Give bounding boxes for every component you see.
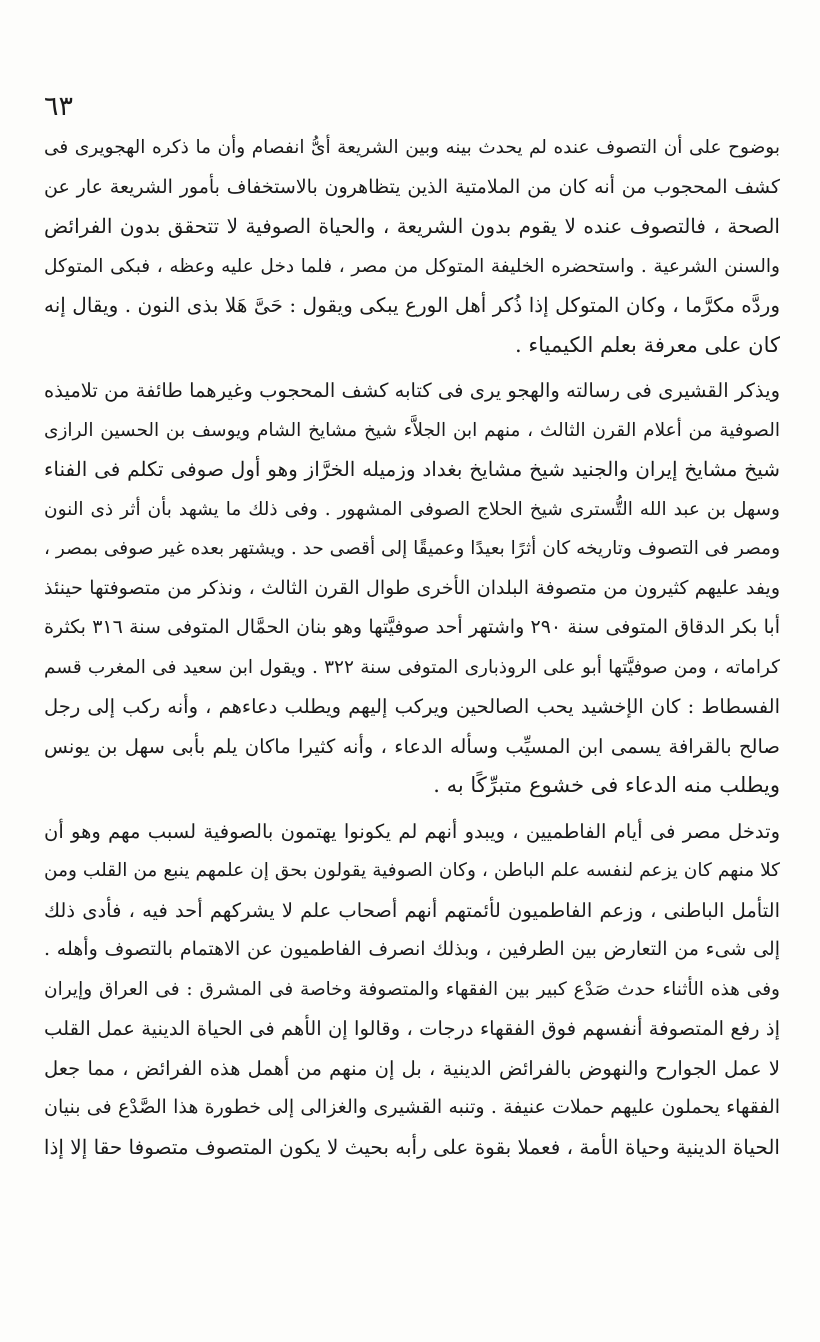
text-line: صالح بالقرافة يسمى ابن المسيِّب وسأله الدعاء ، وأنه كثيرا ماكان يلم بأبى سهل بن يونس — [44, 734, 780, 758]
text-line: ويفد عليهم كثيرون من متصوفة البلدان الأخرى طوال القرن الثالث ، ونذكر من متصوفتها حينئذ — [44, 576, 780, 599]
text-line: إذ رفع المتصوفة أنفسهم فوق الفقهاء درجات ، وقالوا إن الأهم فى الحياة الدينية عمل القلب — [44, 1017, 780, 1040]
text-line: إلى شىء من التعارض بين الطرفين ، وبذلك انصرف الفاطميون عن الاهتمام بالتصوف وأهله . — [44, 938, 780, 960]
text-line: كان على معرفة بعلم الكيمياء . — [515, 332, 780, 357]
text-line: كشف المحجوب من أنه كان من الملامتية الذين يتظاهرون بالاستخفاف بأمور الشريعة عار عن — [44, 175, 780, 198]
text-line: لا عمل الجوارح والنهوض بالفرائض الدينية ، بل إن منهم من أهمل هذه الفرائض ، مما جعل — [44, 1056, 780, 1080]
text-line: ويذكر القشيرى فى رسالته والهجو يرى فى كتابه كشف المحجوب وغيرهما طائفة من تلاميذه — [44, 379, 780, 402]
text-line: الفسطاط : كان الإخشيد يحب الصالحين ويركب إليهم ويطلب دعاءهم ، وأنه ركب إلى رجل — [44, 695, 780, 718]
text-line: وردَّه مكرَّما ، وكان المتوكل إذا ذُكر أهل الورع يبكى ويقول : حَىَّ هَلا بذى النون . ويقال إنه — [44, 293, 780, 317]
text-line: الحياة الدينية وحياة الأمة ، فعملا بقوة على رأبه بحيث لا يكون المتصوف متصوفا حقا إلا إذا — [44, 1134, 780, 1159]
text-line: الفقهاء يحملون عليهم حملات عنيفة . وتنبه القشيرى والغزالى إلى خطورة هذا الصَّدْع فى بنيان — [44, 1096, 780, 1118]
paragraph-1 — [44, 128, 780, 365]
page-number: ٦٣ — [44, 91, 74, 122]
text-line: كراماته ، ومن صوفيَّتها أبو على الروذبارى المتوفى سنة ٣٢٢ . ويقول ابن سعيد فى المغرب قسم — [44, 656, 780, 678]
paragraph-3 — [44, 812, 780, 1168]
text-line: شيخ مشايخ إيران والجنيد شيخ مشايخ بغداد وزميله الخرَّاز وهو أول صوفى تكلم فى الفناء — [44, 457, 780, 481]
text-line: الصحة ، فالتصوف عنده لا يقوم بدون الشريعة ، والحياة الصوفية لا تتحقق بدون الفرائض — [44, 214, 780, 238]
text-line: وتدخل مصر فى أيام الفاطميين ، ويبدو أنهم لم يكونوا يهتمون بالصوفية لسبب مهم وهو أن — [44, 819, 780, 843]
paragraph-2 — [44, 371, 780, 806]
text-line: ومصر فى التصوف وتاريخه كان أثرًا بعيدًا وعميقًا إلى أقصى حد . ويشتهر بعده غير صوفى بمصر ، — [44, 538, 780, 559]
text-line: بوضوح على أن التصوف عنده لم يحدث بينه وبين الشريعة أىُّ انفصام وأن ما ذكره الهجويرى فى — [44, 137, 780, 158]
body-text — [44, 128, 780, 1167]
text-line: والسنن الشرعية . واستحضره الخليفة المتوكل من مصر ، فلما دخل عليه وعظه ، فبكى المتوكل — [44, 255, 780, 277]
text-line: التأمل الباطنى ، وزعم الفاطميون لأئمتهم أنهم أصحاب علم لا يشركهم أحد فيه ، فأدى ذلك — [44, 898, 780, 922]
text-line: أبا بكر الدقاق المتوفى سنة ٢٩٠ واشتهر أحد صوفيَّتها وهو بنان الحمَّال المتوفى سنة ٣١٦ بكثرة — [44, 616, 780, 638]
text-line: وفى هذه الأثناء حدث صَدْع كبير بين الفقهاء والمتصوفة وخاصة فى المشرق : فى العراق وإيران — [44, 978, 780, 1000]
text-line: ويطلب منه الدعاء فى خشوع متبرِّكًا به . — [433, 773, 780, 797]
text-line: الصوفية من أعلام القرن الثالث ، منهم ابن الجلاَّء شيخ مشايخ الشام ويوسف بن الحسين الرازى — [44, 419, 780, 441]
text-line: وسهل بن عبد الله التُّسترى شيخ الحلاج الصوفى المشهور . وفى ذلك ما يشهد بأن أثر ذى النون — [44, 498, 780, 520]
text-line: كلا منهم كان يزعم لنفسه علم الباطن ، وكان الصوفية يقولون بحق إن علمهم ينبع من القلب ومن — [44, 860, 780, 881]
